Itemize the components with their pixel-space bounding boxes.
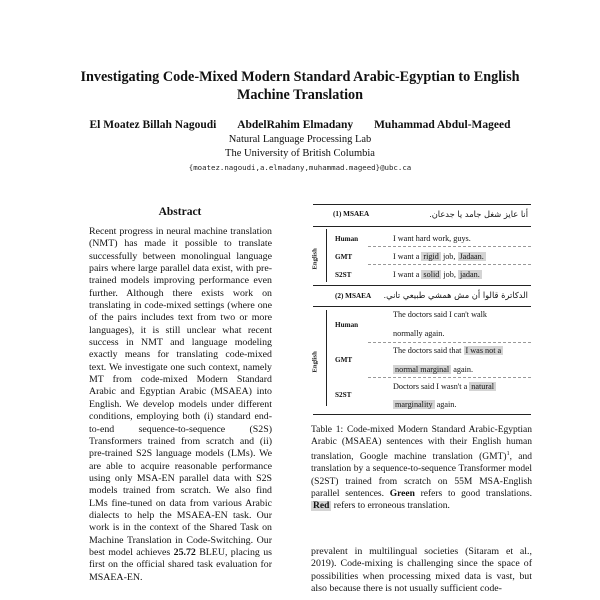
affiliation-lab: Natural Language Processing Lab bbox=[228, 134, 372, 145]
abstract-heading: Abstract bbox=[158, 206, 202, 218]
caption-part-3: refers to good translations. bbox=[414, 488, 533, 499]
ex1-system-s2st: S2ST bbox=[335, 271, 352, 279]
table-rule-2 bbox=[313, 285, 531, 286]
ex2-label: (2) MSAEA bbox=[335, 292, 372, 300]
ex1-s2st-translation bbox=[393, 269, 482, 280]
ex1-s2st-error-1: jadan. bbox=[459, 270, 480, 279]
ex1-human-translation: I want hard work, guys. bbox=[393, 234, 471, 243]
caption-footnote-marker: 1 bbox=[506, 451, 510, 458]
ex2-s2st-pre: Doctors said I wasn't a bbox=[393, 382, 470, 391]
abstract-bleu-score: 25.72 bbox=[173, 546, 196, 558]
ex1-system-gmt: GMT bbox=[335, 253, 353, 261]
ex2-gmt-error-2: normal marginal bbox=[395, 365, 450, 374]
ex1-s2st-good-1: solid bbox=[423, 270, 440, 279]
ex1-gmt-translation bbox=[393, 251, 486, 262]
caption-part-2: , and translation by a sequence-to-sequence Transformer model (S2ST) trained from scratch on 55M MSA-English parallel sentences. bbox=[311, 452, 533, 499]
ex2-s2st-error-2: marginality bbox=[395, 400, 433, 409]
ex2-gmt-line-1 bbox=[393, 345, 503, 356]
ex2-human-line-2: normally again. bbox=[393, 329, 445, 338]
ex1-divider-2 bbox=[368, 264, 531, 265]
author-1: El Moatez Billah Nagoudi bbox=[89, 119, 217, 131]
table-rule-top bbox=[313, 204, 531, 205]
caption-green-label: Green bbox=[389, 488, 415, 499]
ex2-s2st-post: again. bbox=[434, 400, 457, 409]
ex1-system-human: Human bbox=[335, 235, 359, 243]
caption-part-4: refers to erroneous translation. bbox=[331, 500, 450, 511]
author-3: Muhammad Abdul-Mageed bbox=[374, 119, 511, 131]
ex2-s2st-line-1 bbox=[393, 381, 496, 392]
ex1-group-label: English bbox=[311, 248, 319, 270]
ex1-s2st-mid: job, bbox=[441, 270, 458, 279]
ex1-label: (1) MSAEA bbox=[333, 210, 370, 218]
ex2-group-label: English bbox=[311, 351, 319, 373]
abstract-text bbox=[89, 226, 272, 584]
paper-title: Investigating Code-Mixed Modern Standard Arabic-Egyptian to English Machine Translation bbox=[80, 69, 520, 103]
abstract-text-part-1: Recent progress in neural machine translation (NMT) has made it possible to translate successfully between monolingual language pairs where large parallel data exist, with pre-trained models improving performance even further. Although there exists work on translating in code-mixed settings (where one of the pairs includes text from two or more languages), it is still unclear what recent success in NMT and language modeling exactly means for translating code-mixed text. We investigate one such context, namely MT from code-mixed Modern Standard Arabic and Egyptian Arabic (MSAEA) into English. We develop models under different conditions, employing both (i) standard end-to-end sequence-to-sequence (S2S) Transformers trained from scratch and (ii) pre-trained S2S language models (LMs). We are able to acquire reasonable performance using only MSA-EN parallel data with S2S models trained from scratch. We also find LMs fine-tuned on data from various Arabic dialects to help the MSAEA-EN task. Our work is in the context of the Shared Task on Machine Translation in Code-Switching. Our best model achieves bbox=[89, 226, 272, 558]
table-caption bbox=[311, 424, 532, 512]
ex2-gmt-post: again. bbox=[451, 365, 474, 374]
ex1-gmt-pre: I want a bbox=[393, 252, 422, 261]
ex2-human-line-1: The doctors said I can't walk bbox=[393, 310, 488, 319]
abstract-text-part-2: BLEU, placing us first on the official shared task evaluation for MSAEA-EN. bbox=[89, 546, 272, 583]
ex2-system-gmt: GMT bbox=[335, 356, 353, 364]
caption-red-label: Red bbox=[313, 500, 330, 511]
ex2-gmt-line-2 bbox=[393, 364, 473, 375]
table-rule-bottom bbox=[313, 414, 531, 415]
ex2-system-s2st: S2ST bbox=[335, 391, 352, 399]
author-2: AbdelRahim Elmadany bbox=[237, 119, 354, 131]
table-rule-3 bbox=[313, 306, 531, 307]
ex1-s2st-pre: I want a bbox=[393, 270, 422, 279]
authors bbox=[40, 119, 560, 131]
affiliation-university: The University of British Columbia bbox=[225, 148, 375, 159]
ex2-group-bar bbox=[326, 310, 327, 406]
ex1-gmt-error-1: rigid bbox=[423, 252, 439, 261]
ex1-source-arabic: أنا عايز شغل جامد يا جدعان. bbox=[429, 209, 528, 219]
caption-part-1: Table 1: Code-mixed Modern Standard Arabic-Egyptian Arabic (MSAEA) sentences with their English human translation, Google machine translation (GMT) bbox=[311, 425, 532, 463]
ex1-gmt-error-2: Jadaan. bbox=[459, 252, 484, 261]
ex2-divider-2 bbox=[368, 377, 531, 378]
ex2-s2st-line-2 bbox=[393, 399, 456, 410]
ex2-gmt-pre: The doctors said that bbox=[393, 346, 464, 355]
ex1-gmt-mid: job, bbox=[440, 252, 458, 261]
ex1-group-bar bbox=[326, 229, 327, 282]
ex2-divider-1 bbox=[368, 342, 531, 343]
ex2-source-arabic: الدكاترة قالوا أن مش همشي طبيعي تاني. bbox=[383, 290, 528, 300]
ex2-system-human: Human bbox=[335, 321, 359, 329]
ex2-s2st-error-1: natural bbox=[471, 382, 495, 391]
ex1-divider-1 bbox=[368, 246, 531, 247]
ex2-gmt-error-1: I was not a bbox=[465, 346, 502, 355]
body-text: prevalent in multilingual societies (Sitaram et al., 2019). Code-mixing is challenging since the space of possibilities when processing mixed data is vast, but also because there is not usually sufficient code- bbox=[311, 546, 532, 594]
table-rule-1 bbox=[313, 226, 531, 227]
author-emails: {moatez.nagoudi,a.elmadany,muhammad.mageed}@ubc.ca bbox=[188, 163, 412, 172]
